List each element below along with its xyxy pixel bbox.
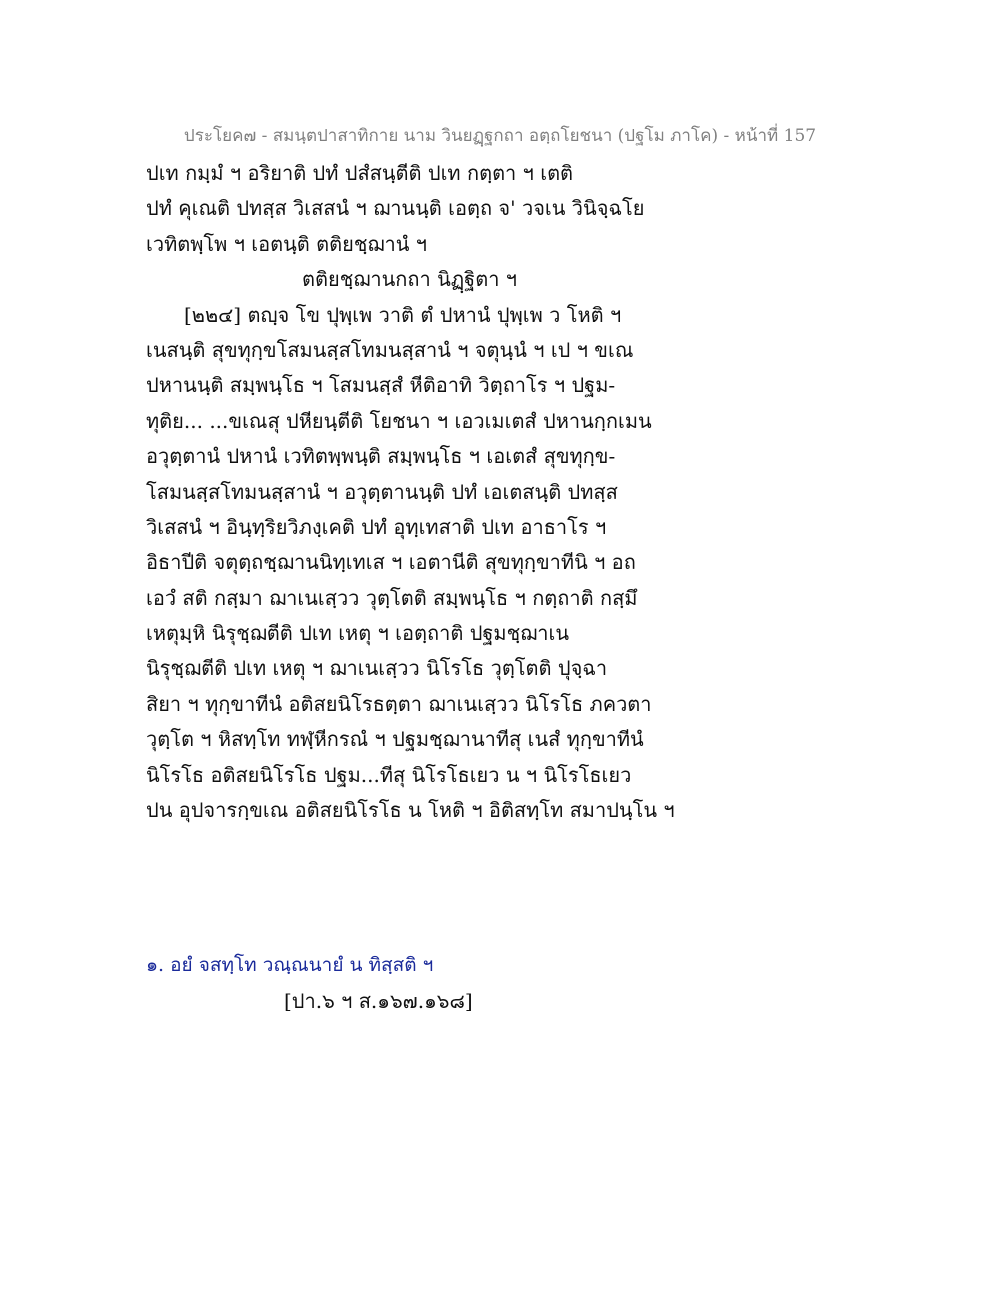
text-line: ปเท กมฺมํ ฯ อริยาติ ปทํ ปสํสนฺตีติ ปเท กตฺตา ฯ เตติ [146, 161, 574, 185]
text-line: ปทํ คุเณติ ปทสฺส วิเสสนํ ฯ ฌานนฺติ เอตฺถ จ' วจเน วินิจฺฉโย [146, 196, 645, 221]
page-reference: [ปา.๖ ฯ ส.๑๖๗.๑๖๘] [284, 989, 473, 1013]
running-header: ประโยค๗ - สมนฺตปาสาทิกาย นาม วินยฏฺฐกถา อตฺถโยชนา (ปฐโม ภาโค) - หน้าที่ 157 [183, 126, 817, 146]
text-line: โสมนสฺสโทมนสฺสานํ ฯ อวุตฺตานนฺติ ปทํ เอเตสนฺติ ปทสฺส [146, 479, 618, 504]
text-line: นิโรโธ อติสยนิโรโธ ปฐม...ทีสุ นิโรโธเยว น ฯ นิโรโธเยว [146, 762, 632, 787]
footnote: ๑. อยํ จสทฺโท วณฺณนายํ น ทิสฺสติ ฯ [146, 954, 434, 976]
text-line: อิธาปีติ จตุตฺถชฺฌานนิทฺเทเส ฯ เอตานีติ สุขทุกฺขาทีนิ ฯ อถ [146, 550, 636, 575]
text-line: เนสนฺติ สุขทุกฺขโสมนสฺสโทมนสฺสานํ ฯ จตุนฺนํ ฯ เป ฯ ขเณ [146, 337, 634, 362]
text-line: เหตุมฺหิ นิรุชฺฌตีติ ปเท เหตุ ฯ เอตฺถาติ ปฐมชฺฌาเน [146, 621, 570, 646]
text-line: ปหานนฺติ สมฺพนฺโธ ฯ โสมนสฺสํ หีติอาทิ วิตฺถาโร ฯ ปฐม- [146, 373, 616, 398]
paragraph-start: [๒๒๔] ตญฺจ โข ปุพฺเพ วาติ ตํ ปหานํ ปุพฺเพ ว โหติ ฯ [184, 302, 622, 327]
text-line: เวทิตพฺโพ ฯ เอตนฺติ ตติยชฺฌานํ ฯ [146, 231, 427, 256]
text-line: วิเสสนํ ฯ อินฺทฺริยวิภงฺเคติ ปทํ อุทฺเทสาติ ปเท อาธาโร ฯ [146, 514, 607, 539]
text-line: ปน อุปจารกฺขเณ อติสยนิโรโธ น โหติ ฯ อิติสทฺโท สมาปนฺโน ฯ [146, 798, 675, 823]
section-heading: ตติยชฺฌานกถา นิฏฺฐิตา ฯ [302, 267, 518, 292]
text-line: เอวํ สติ กสฺมา ฌาเนเสฺวว วุตฺโตติ สมฺพนฺโธ ฯ กตฺถาติ กสฺมึ [146, 585, 638, 610]
text-line: ทุติย... ...ขเณสุ ปหียนฺตีติ โยชนา ฯ เอวเมเตสํ ปหานกฺกเมน [146, 408, 652, 433]
text-line: วุตฺโต ฯ หิสทฺโท ทฬฺหีกรณํ ฯ ปฐมชฺฌานาทีสุ เนสํ ทุกฺขาทีนํ [146, 727, 644, 752]
text-line: นิรุชฺฌตีติ ปเท เหตุ ฯ ฌาเนเสฺวว นิโรโธ วุตฺโตติ ปุจฺฉา [146, 656, 608, 681]
text-line: อวุตฺตานํ ปหานํ เวทิตพฺพนฺติ สมฺพนฺโธ ฯ เอเตสํ สุขทุกฺข- [146, 444, 616, 469]
body-text [146, 156, 866, 828]
text-line: สิยา ฯ ทุกฺขาทีนํ อติสยนิโรธตฺตา ฌาเนเสฺวว นิโรโธ ภควตา [146, 691, 652, 716]
